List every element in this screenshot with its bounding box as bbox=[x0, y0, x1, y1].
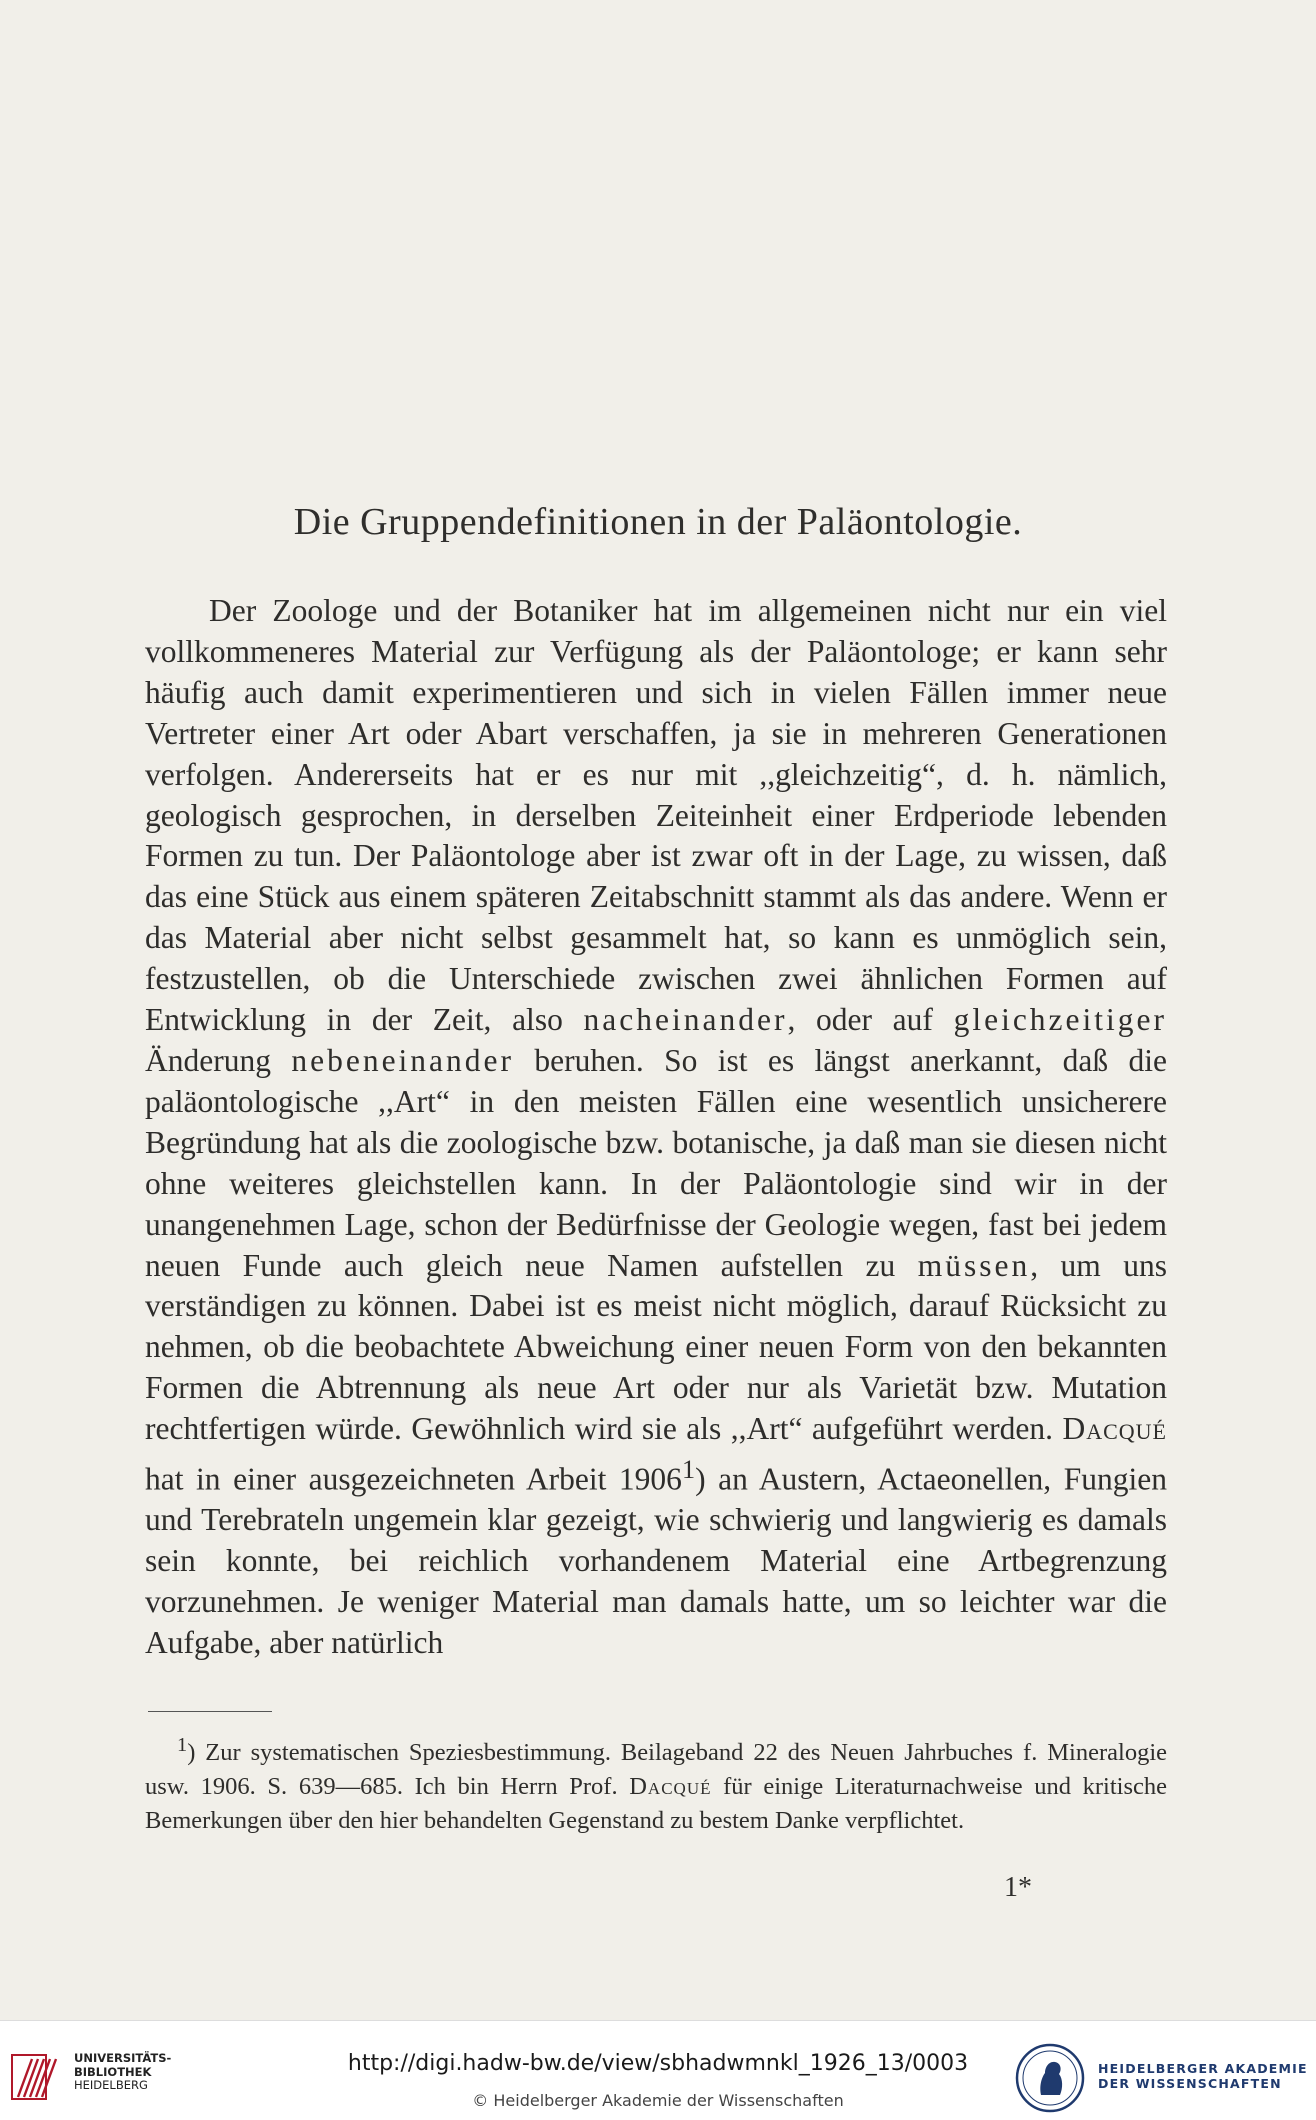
text-run: Änderung bbox=[145, 1042, 292, 1078]
text-run: , oder auf bbox=[787, 1002, 954, 1038]
text-run: ) Zur systematischen Speziesbestimmung. Beilageband 22 des Neuen Jahrbuches f. Mineralogie usw. 1906. S. 639—685. Ich bin Herrn Prof. bbox=[145, 1739, 1167, 1801]
academy-name bbox=[1098, 2061, 1308, 2091]
text-run: für einige Literaturnachweise und kritische Bemerkungen über den hier behandelten Gegenstand zu bestem Danke verpflichtet. bbox=[145, 1773, 1167, 1835]
signature-mark: 1* bbox=[1004, 1872, 1032, 1903]
footnote bbox=[145, 1728, 1167, 1838]
paragraph-text bbox=[145, 591, 1167, 1664]
emphasis-gleichzeitiger: gleichzeitiger bbox=[953, 1002, 1167, 1038]
text-run: Der Zoologe und der Botaniker hat im allgemeinen nicht nur ein viel vollkommeneres Material zur Verfügung als der Paläontologe; er kann sehr häufig auch damit experimentieren und sich in vielen Fällen immer neue Vertreter einer Art oder Abart verschaffen, ja sie in mehreren Generationen verfolgen. Andererseits hat er es nur mit ,,gleichzeitig“, d. h. nämlich, geologisch gesprochen, in derselben Zeiteinheit einer Erdperiode lebenden Formen zu tun. Der Paläontologe aber ist zwar oft in der Lage, zu wissen, daß das eine Stück aus einem späteren Zeitabschnitt stammt als das andere. Wenn er das Material aber nicht selbst gesammelt hat, so kann es unmöglich sein, festzustellen, ob die Unterschiede zwischen zwei ähnlichen Formen auf Entwicklung in der Zeit, also bbox=[145, 593, 1167, 1038]
footnote-divider bbox=[148, 1711, 272, 1712]
copyright-notice: © Heidelberger Akademie der Wissenschaften bbox=[472, 2091, 844, 2110]
emphasis-muessen: müssen bbox=[917, 1247, 1031, 1283]
author-name: Dacqué bbox=[1062, 1411, 1167, 1447]
emphasis-nacheinander: nacheinander bbox=[583, 1002, 788, 1038]
text-run: hat in einer ausgezeichneten Arbeit 1906 bbox=[145, 1461, 682, 1497]
text-run: ) an Austern, Actaeonellen, Fungien und Terebrateln ungemein klar gezeigt, wie schwierig und langwierig es damals sein konnte, bei reichlich vorhandenem Material eine Artbegrenzung vorzunehmen. Je weniger Material man damals hatte, um so leichter war die Aufgabe, aber natürlich bbox=[145, 1461, 1167, 1661]
library-line: BIBLIOTHEK bbox=[74, 2064, 152, 2079]
permalink-url[interactable]: http://digi.hadw-bw.de/view/sbhadwmnkl_1926_13/0003 bbox=[347, 2051, 969, 2076]
library-line: UNIVERSITÄTS- bbox=[74, 2051, 172, 2065]
emphasis-nebeneinander: nebeneinander bbox=[291, 1042, 515, 1078]
viewer-footer bbox=[0, 2020, 1316, 2120]
academy-line: HEIDELBERGER AKADEMIE bbox=[1098, 2061, 1308, 2076]
footnote-text bbox=[145, 1728, 1167, 1838]
author-name: Dacqué bbox=[629, 1773, 712, 1801]
page-title: Die Gruppendefinitionen in der Paläontologie. bbox=[293, 501, 1023, 543]
footnote-marker: 1 bbox=[177, 1734, 188, 1756]
text-run: , um uns verständigen zu können. Dabei ist es meist nicht möglich, darauf Rücksicht zu nehmen, ob die beobachtete Abweichung einer neuen Form von den bekannten Formen die Abtrennung als neue Art oder nur als Varietät bzw. Mutation rechtfertigen würde. Gewöhnlich wird sie als ,,Art“ aufgeführt werden. bbox=[145, 1247, 1167, 1447]
academy-seal-icon bbox=[1015, 2043, 1085, 2113]
library-line: HEIDELBERG bbox=[74, 2078, 148, 2092]
text-run: beruhen. So ist es längst anerkannt, daß die paläontologische ,,Art“ in den meisten Fällen eine wesentlich unsicherere Begründung hat als die zoologische bzw. botanische, ja daß man sie diesen nicht ohne weiteres gleichstellen kann. In der Paläontologie sind wir in der unangenehmen Lage, schon der Bedürfnisse der Geologie wegen, fast bei jedem neuen Funde auch gleich neue Namen aufstellen zu bbox=[145, 1042, 1167, 1283]
academy-line: DER WISSENSCHAFTEN bbox=[1098, 2076, 1282, 2091]
main-paragraph bbox=[145, 591, 1167, 1664]
footnote-reference[interactable]: 1 bbox=[681, 1455, 696, 1485]
